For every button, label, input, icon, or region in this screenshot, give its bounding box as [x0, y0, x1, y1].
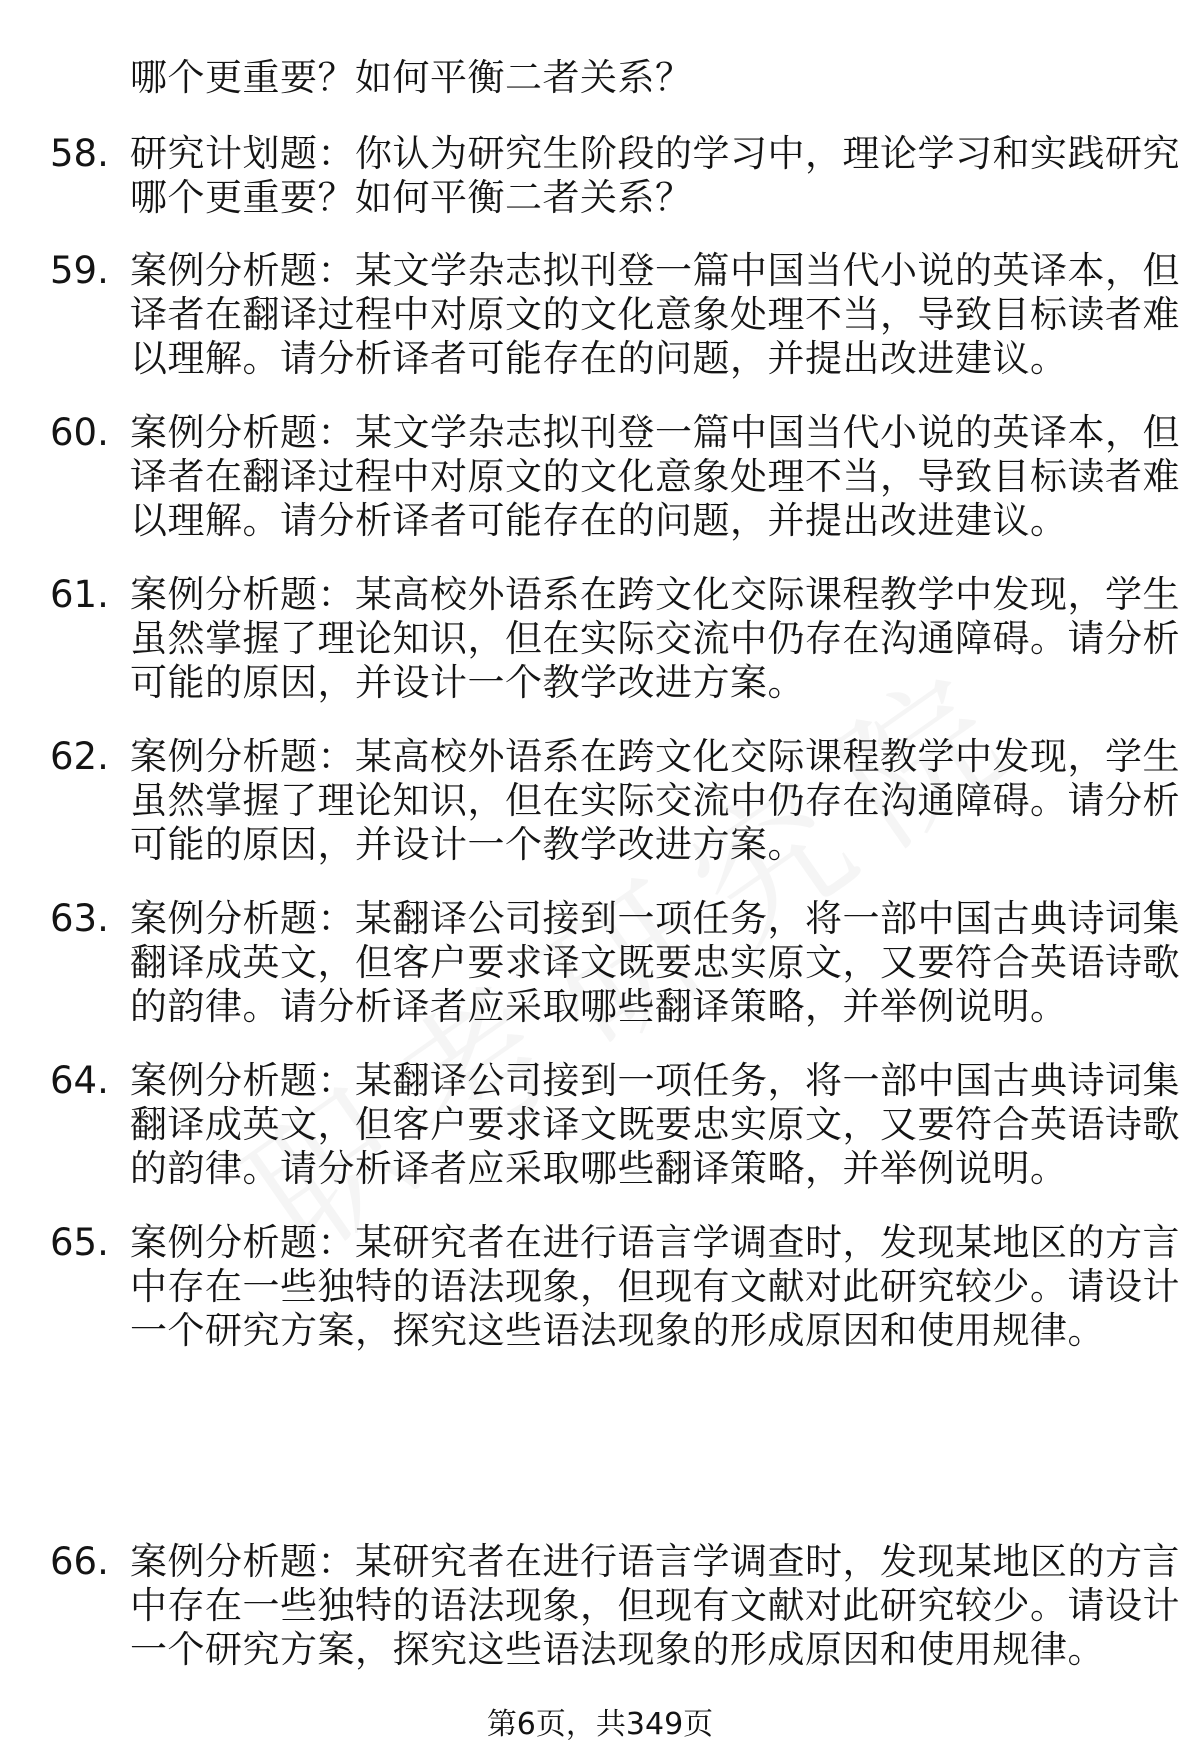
question-line: 案例分析题：某文学杂志拟刊登一篇中国当代小说的英译本，但: [130, 411, 1180, 454]
question-line: 译者在翻译过程中对原文的文化意象处理不当，导致目标读者难: [130, 293, 1180, 336]
question-line: 案例分析题：某研究者在进行语言学调查时，发现某地区的方言: [130, 1221, 1180, 1264]
question-number: 61.: [50, 573, 109, 616]
question-line: 可能的原因，并设计一个教学改进方案。: [130, 661, 805, 704]
question-line: 案例分析题：某翻译公司接到一项任务，将一部中国古典诗词集: [130, 897, 1180, 940]
question-line: 翻译成英文，但客户要求译文既要忠实原文，又要符合英语诗歌: [130, 941, 1180, 984]
question-line: 一个研究方案，探究这些语法现象的形成原因和使用规律。: [130, 1628, 1105, 1671]
carryover-line: 哪个更重要？如何平衡二者关系？: [130, 56, 693, 99]
question-line: 以理解。请分析译者可能存在的问题，并提出改进建议。: [130, 499, 1068, 542]
question-line: 案例分析题：某文学杂志拟刊登一篇中国当代小说的英译本，但: [130, 249, 1180, 292]
question-line: 中存在一些独特的语法现象，但现有文献对此研究较少。请设计: [130, 1584, 1180, 1627]
question-line: 案例分析题：某翻译公司接到一项任务，将一部中国古典诗词集: [130, 1059, 1180, 1102]
question-line: 案例分析题：某高校外语系在跨文化交际课程教学中发现，学生: [130, 735, 1180, 778]
question-line: 研究计划题：你认为研究生阶段的学习中，理论学习和实践研究: [130, 132, 1180, 175]
question-line: 可能的原因，并设计一个教学改进方案。: [130, 823, 805, 866]
question-number: 66.: [50, 1540, 109, 1583]
question-number: 59.: [50, 249, 109, 292]
question-line: 翻译成英文，但客户要求译文既要忠实原文，又要符合英语诗歌: [130, 1103, 1180, 1146]
question-line: 中存在一些独特的语法现象，但现有文献对此研究较少。请设计: [130, 1265, 1180, 1308]
question-line: 虽然掌握了理论知识，但在实际交流中仍存在沟通障碍。请分析: [130, 779, 1180, 822]
question-line: 案例分析题：某高校外语系在跨文化交际课程教学中发现，学生: [130, 573, 1180, 616]
question-line: 哪个更重要？如何平衡二者关系？: [130, 176, 693, 219]
question-line: 译者在翻译过程中对原文的文化意象处理不当，导致目标读者难: [130, 455, 1180, 498]
question-line: 案例分析题：某研究者在进行语言学调查时，发现某地区的方言: [130, 1540, 1180, 1583]
question-number: 63.: [50, 897, 109, 940]
question-number: 64.: [50, 1059, 109, 1102]
question-number: 58.: [50, 132, 109, 175]
question-line: 虽然掌握了理论知识，但在实际交流中仍存在沟通障碍。请分析: [130, 617, 1180, 660]
question-line: 的韵律。请分析译者应采取哪些翻译策略，并举例说明。: [130, 1147, 1068, 1190]
page-footer: 第6页，共349页: [486, 1707, 714, 1742]
question-number: 65.: [50, 1221, 109, 1264]
question-number: 60.: [50, 411, 109, 454]
question-line: 一个研究方案，探究这些语法现象的形成原因和使用规律。: [130, 1309, 1105, 1352]
question-number: 62.: [50, 735, 109, 778]
question-line: 的韵律。请分析译者应采取哪些翻译策略，并举例说明。: [130, 985, 1068, 1028]
question-line: 以理解。请分析译者可能存在的问题，并提出改进建议。: [130, 337, 1068, 380]
